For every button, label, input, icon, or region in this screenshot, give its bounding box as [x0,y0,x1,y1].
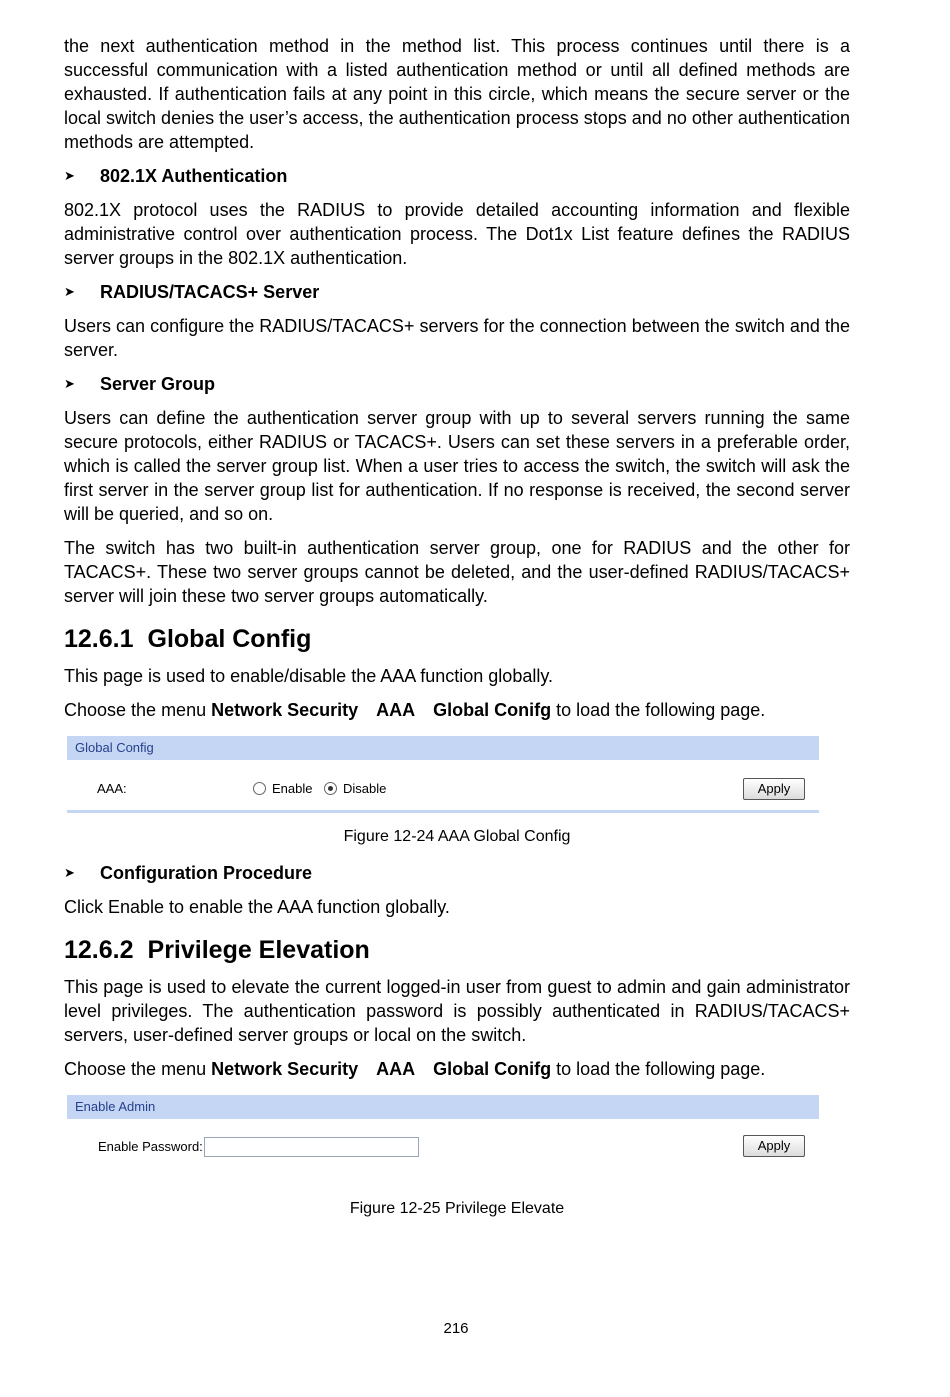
menu-item-aaa: AAA [376,1059,416,1079]
enable-admin-panel [67,1095,819,1169]
bullet-server-group-title: Server Group [100,373,216,394]
bullet-config-procedure [64,861,850,885]
enable-password-input[interactable] [204,1137,419,1157]
section-number: 12.6.2 [64,936,134,964]
menu-item-global-config: Global Conifg [433,700,552,720]
enable-password-label: Enable Password: [98,1139,203,1154]
section-title: Global Config [147,625,312,653]
figure-caption: Figure 12-25 Privilege Elevate [349,1200,565,1217]
global-config-panel [67,736,819,813]
aaa-label: AAA: [97,781,127,796]
menu-suffix: to load the following page. [551,700,766,720]
bullet-config-procedure-title: Configuration Procedure [100,862,313,883]
menu-suffix: to load the following page. [551,1059,766,1079]
server-group-paragraph-1: Users can define the authentication server group with up to several servers running the same secure protocols, either RADIUS or TACACS+. Users can set these servers in a preferable order, which is called the server group list. When a user tries to access the switch, the switch will ask the first server in the server group list for authentication. If no response is received, the second server will be queried, and so on. [64,408,850,524]
page-number: 216 [443,1320,469,1337]
panel-bottom-border [67,810,819,813]
privilege-description: This page is used to elevate the current logged-in user from guest to admin and gain administrator level privileges. The authentication password is possibly authenticated in RADIUS/TACACS+ servers, user-defined server groups or local on the switch. [64,977,850,1045]
panel-title: Global Config [67,736,819,760]
section-title: Privilege Elevation [147,936,370,964]
radius-paragraph: Users can configure the RADIUS/TACACS+ servers for the connection between the switch and the server. [64,316,850,360]
privilege-menu-path [64,1057,850,1081]
apply-button[interactable]: Apply [743,1135,805,1157]
menu-item-network-security: Network Security [211,700,359,720]
arrow-bullet-icon: ➤ [64,168,75,183]
bullet-radius [64,280,850,304]
bullet-server-group [64,372,850,396]
bullet-radius-title: RADIUS/TACACS+ Server [100,281,320,302]
arrow-bullet-icon: ➤ [64,284,75,299]
dot1x-paragraph: 802.1X protocol uses the RADIUS to provide detailed accounting information and flexible administrative control over authentication process. The Dot1x List feature defines the RADIUS server groups in the 802.1X authentication. [64,200,850,268]
section-heading-privilege-elevation [64,935,850,965]
disable-radio-group [324,781,386,796]
global-config-description: This page is used to enable/disable the AAA function globally. [64,666,553,686]
menu-item-network-security: Network Security [211,1059,359,1079]
panel-title: Enable Admin [67,1095,819,1119]
enable-radio-group [253,781,312,796]
enable-label: Enable [272,781,313,796]
disable-label: Disable [343,781,387,796]
arrow-bullet-icon: ➤ [64,865,75,880]
bullet-dot1x-title: 802.1X Authentication [100,165,288,186]
menu-prefix: Choose the menu [64,700,212,720]
disable-radio[interactable] [324,782,337,795]
section-number: 12.6.1 [64,625,134,653]
figure-caption: Figure 12-24 AAA Global Config [343,828,571,845]
menu-prefix: Choose the menu [64,1059,212,1079]
config-procedure-paragraph: Click Enable to enable the AAA function globally. [64,897,450,917]
section-heading-global-config [64,624,850,654]
server-group-paragraph-2: The switch has two built-in authentication server group, one for RADIUS and the other for TACACS+. These two server groups cannot be deleted, and the user-defined RADIUS/TACACS+ server will join these two server groups automatically. [64,538,850,606]
global-config-menu-path [64,698,850,722]
apply-button[interactable]: Apply [743,778,805,800]
aaa-row [67,760,819,810]
arrow-bullet-icon: ➤ [64,376,75,391]
enable-password-row [67,1119,819,1169]
menu-item-global-config: Global Conifg [433,1059,552,1079]
intro-paragraph: the next authentication method in the method list. This process continues until there is a successful communication with a listed authentication method or until all defined methods are exhausted. If authentication fails at any point in this circle, which means the secure server or the local switch denies the user’s access, the authentication process stops and no other authentication methods are attempted. [64,36,850,152]
enable-radio[interactable] [253,782,266,795]
document-page [64,34,850,1233]
menu-item-aaa: AAA [376,700,416,720]
bullet-dot1x [64,164,850,188]
